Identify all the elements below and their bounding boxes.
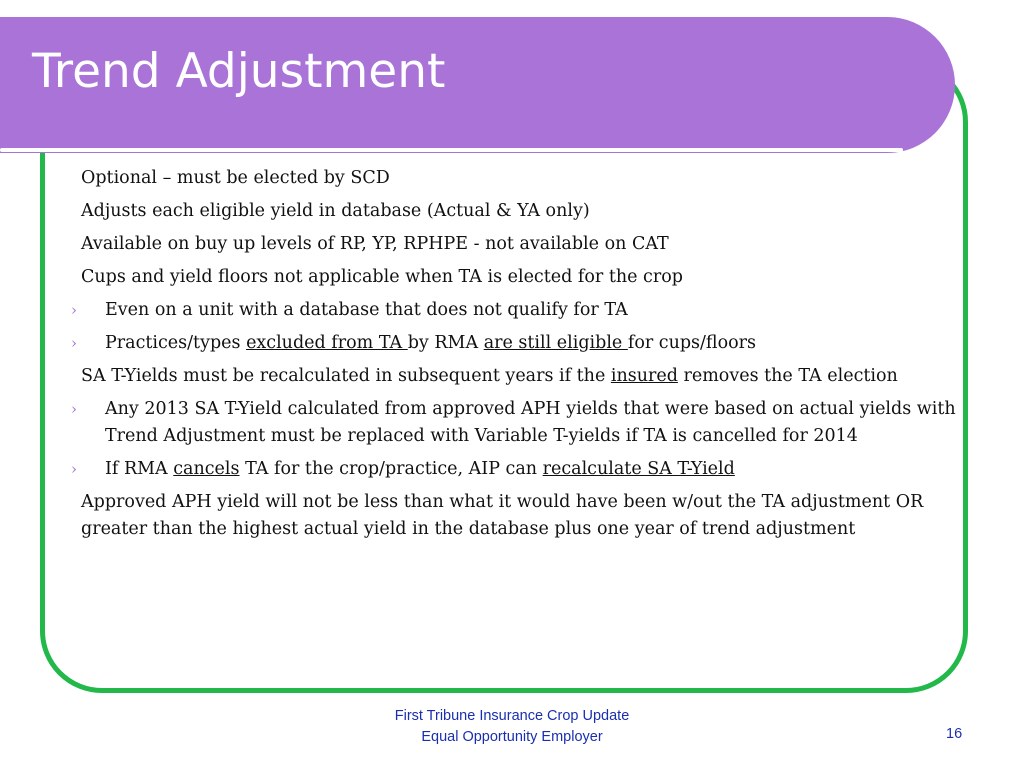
bullet-item — [81, 198, 961, 225]
footer-line: Equal Opportunity Employer — [421, 729, 603, 745]
bullet-text: SA T-Yields must be recalculated in subsequent years if the — [81, 366, 611, 386]
arrow-bullet-icon: › — [71, 301, 77, 319]
slide-title: Trend Adjustment — [32, 44, 446, 99]
bullet-text: Optional – must be elected by SCD — [81, 168, 390, 188]
footer — [312, 706, 712, 748]
arrow-bullet-icon: › — [71, 460, 77, 478]
arrow-bullet-icon: › — [71, 334, 77, 352]
arrow-bullet-icon: › — [71, 400, 77, 418]
bullet-text: Any 2013 SA T-Yield calculated from approved APH yields that were based on actual yields with Trend Adjustment must be replaced with Variable T-yields if TA is cancelled for 2014 — [105, 399, 956, 446]
bullet-item — [81, 165, 961, 192]
bullet-text: removes the TA election — [677, 366, 898, 386]
bullet-text: Approved APH yield will not be less than what it would have been w/out the TA adjustment OR greater than the highest actual yield in the database plus one year of trend adjustment — [81, 492, 924, 539]
bullet-text: Cups and yield floors not applicable when TA is elected for the crop — [81, 267, 683, 287]
bullet-text: TA for the crop/practice, AIP can — [239, 459, 543, 479]
underlined-text: recalculate SA T-Yield — [542, 459, 735, 479]
bullet-text: Even on a unit with a database that does not qualify for TA — [105, 300, 628, 320]
bullet-item — [81, 264, 961, 291]
underlined-text: excluded from TA — [246, 333, 408, 353]
bullet-text: Adjusts each eligible yield in database (Actual & YA only) — [81, 201, 590, 221]
title-underline — [0, 148, 903, 152]
sub-bullet-item — [71, 330, 963, 357]
bullet-text: for cups/floors — [627, 333, 757, 353]
bullet-item — [81, 363, 961, 390]
bullet-text: Available on buy up levels of RP, YP, RPHPE - not available on CAT — [81, 234, 669, 254]
underlined-text: insured — [610, 366, 678, 386]
bullet-list — [0, 165, 1024, 549]
underlined-text: are still eligible — [483, 333, 628, 353]
footer-line: First Tribune Insurance Crop Update — [394, 708, 630, 724]
bullet-item — [81, 489, 961, 543]
bullet-text: by RMA — [407, 333, 484, 353]
page-number: 16 — [946, 726, 963, 742]
sub-bullet-item — [71, 396, 963, 450]
sub-bullet-item — [71, 297, 963, 324]
bullet-text: Practices/types — [105, 333, 247, 353]
bullet-item — [81, 231, 961, 258]
underlined-text: cancels — [173, 459, 240, 479]
sub-bullet-item — [71, 456, 963, 483]
bullet-text: If RMA — [105, 459, 174, 479]
